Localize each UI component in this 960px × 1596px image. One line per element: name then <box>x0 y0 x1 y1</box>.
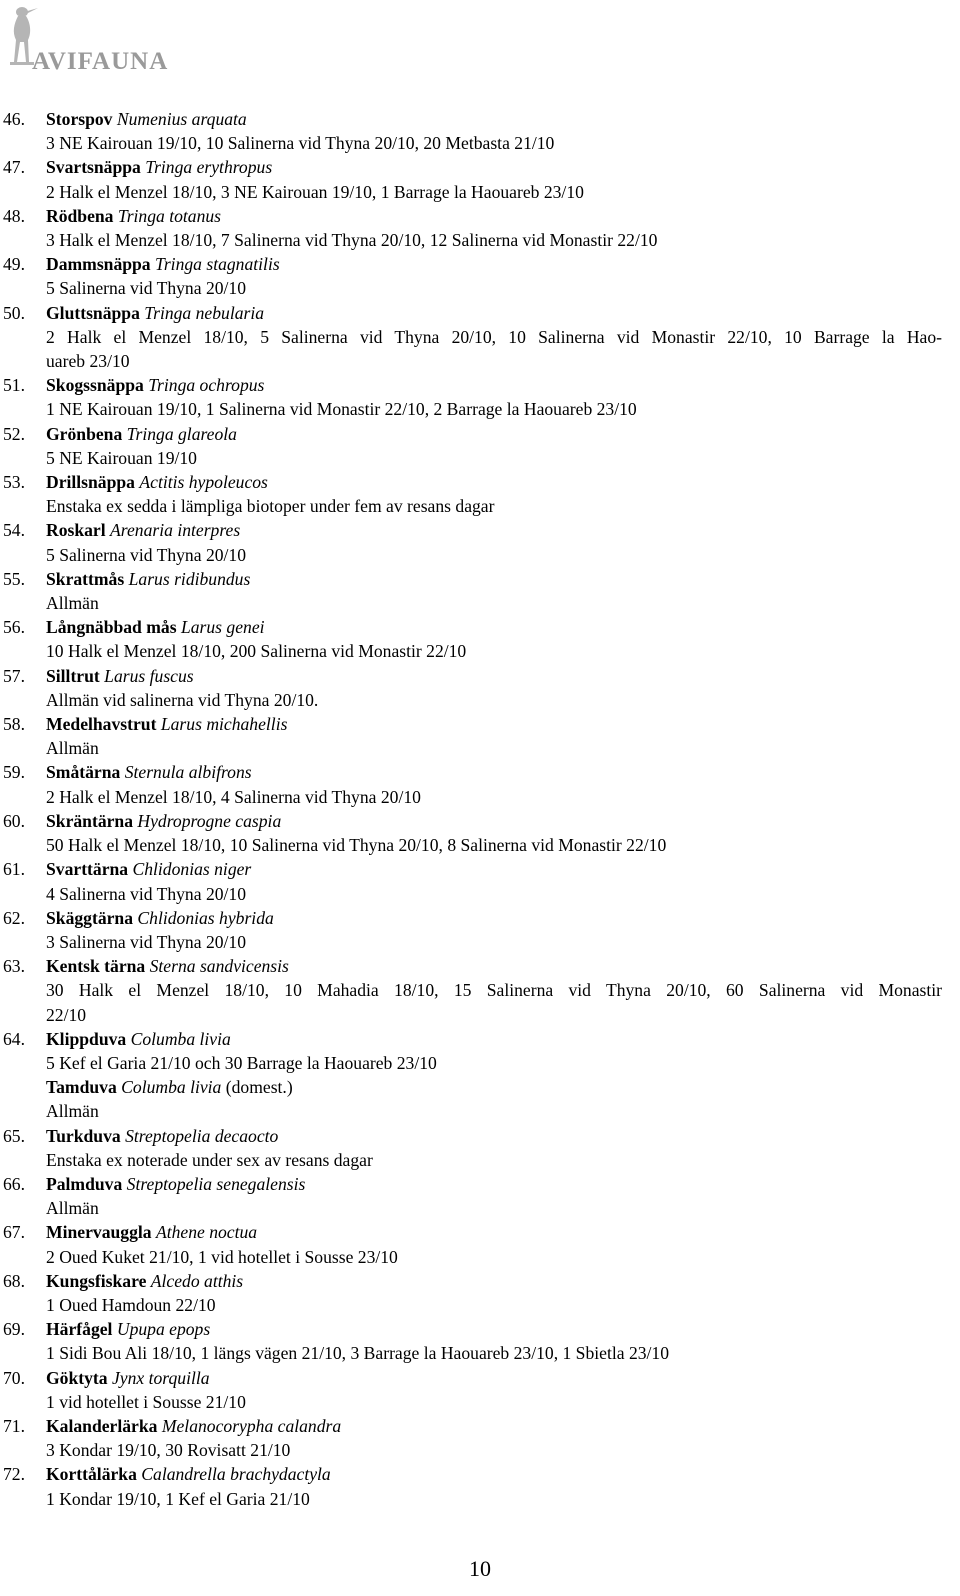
species-swedish-name: Turkduva <box>46 1125 121 1146</box>
species-number: 50. <box>3 302 25 323</box>
species-number: 51. <box>3 375 25 396</box>
species-number: 59. <box>3 762 25 783</box>
species-number: 72. <box>3 1464 25 1485</box>
species-entry <box>0 422 960 470</box>
species-swedish-name: Svartsnäppa <box>46 157 141 178</box>
species-latin-name: Arenaria interpres <box>110 520 241 541</box>
species-number: 47. <box>3 157 25 178</box>
species-observations <box>46 978 942 1026</box>
species-entry <box>0 809 960 857</box>
species-swedish-name: Kalanderlärka <box>46 1415 158 1436</box>
species-number: 58. <box>3 714 25 735</box>
subspecies-observations: Allmän <box>46 1101 99 1122</box>
species-entry <box>0 857 960 905</box>
species-number: 54. <box>3 520 25 541</box>
species-swedish-name: Härfågel <box>46 1319 113 1340</box>
species-number: 49. <box>3 254 25 275</box>
species-number: 69. <box>3 1319 25 1340</box>
species-entry <box>0 107 960 155</box>
species-swedish-name: Skäggtärna <box>46 907 134 928</box>
subspecies-latin-name: Columba livia <box>121 1077 222 1098</box>
species-latin-name: Streptopelia decaocto <box>125 1125 279 1146</box>
species-observations: 1 vid hotellet i Sousse 21/10 <box>46 1391 246 1412</box>
species-number: 57. <box>3 665 25 686</box>
species-observations: 3 Kondar 19/10, 30 Rovisatt 21/10 <box>46 1440 291 1461</box>
species-observations: 1 Kondar 19/10, 1 Kef el Garia 21/10 <box>46 1488 310 1509</box>
species-entry <box>0 1317 960 1365</box>
species-number: 67. <box>3 1222 25 1243</box>
species-latin-name: Chlidonias hybrida <box>137 907 274 928</box>
species-swedish-name: Svarttärna <box>46 859 129 880</box>
subspecies-heading <box>46 1075 942 1099</box>
species-observations: 2 Halk el Menzel 18/10, 3 NE Kairouan 19/10, 1 Barrage la Haouareb 23/10 <box>46 181 584 202</box>
species-latin-name: Upupa epops <box>116 1319 211 1340</box>
species-swedish-name: Kungsfiskare <box>46 1270 147 1291</box>
species-latin-name: Numenius arquata <box>116 109 247 129</box>
species-entry <box>0 518 960 566</box>
species-latin-name: Streptopelia senegalensis <box>126 1173 306 1194</box>
species-entry <box>0 373 960 421</box>
species-entry <box>0 1462 960 1510</box>
species-latin-name: Tringa ochropus <box>148 375 265 396</box>
species-swedish-name: Klippduva <box>46 1028 127 1049</box>
species-latin-name: Larus fuscus <box>104 665 194 686</box>
species-number: 64. <box>3 1028 25 1049</box>
page-number: 10 <box>469 1556 491 1581</box>
species-number: 63. <box>3 956 25 977</box>
species-latin-name: Tringa erythropus <box>145 157 273 178</box>
observations-line: uareb 23/10 <box>46 351 130 372</box>
species-number: 62. <box>3 907 25 928</box>
species-swedish-name: Kentsk tärna <box>46 956 146 977</box>
species-entry <box>0 906 960 954</box>
species-latin-name: Tringa stagnatilis <box>155 254 280 275</box>
species-number: 66. <box>3 1173 25 1194</box>
species-entry <box>0 664 960 712</box>
species-swedish-name: Silltrut <box>46 665 100 686</box>
species-latin-name: Larus ridibundus <box>128 568 251 589</box>
species-latin-name: Tringa totanus <box>117 205 222 226</box>
species-swedish-name: Dammsnäppa <box>46 254 151 275</box>
species-swedish-name: Rödbena <box>46 205 114 226</box>
species-entry <box>0 760 960 808</box>
species-swedish-name: Småtärna <box>46 762 121 783</box>
species-entry <box>0 1414 960 1462</box>
species-observations: 3 Halk el Menzel 18/10, 7 Salinerna vid Thyna 20/10, 12 Salinerna vid Monastir 22/10 <box>46 230 658 251</box>
species-observations: 5 Kef el Garia 21/10 och 30 Barrage la Haouareb 23/10 <box>46 1052 437 1073</box>
species-entry <box>0 1124 960 1172</box>
species-latin-name: Larus genei <box>180 617 265 638</box>
species-number: 56. <box>3 617 25 638</box>
species-entry <box>0 1027 960 1124</box>
species-entry <box>0 954 960 1027</box>
species-swedish-name: Grönbena <box>46 423 123 444</box>
species-entry <box>0 252 960 300</box>
species-observations: 5 NE Kairouan 19/10 <box>46 447 197 468</box>
species-observations: Allmän <box>46 738 99 759</box>
species-observations: 5 Salinerna vid Thyna 20/10 <box>46 544 247 565</box>
species-number: 48. <box>3 205 25 226</box>
species-latin-name: Tringa nebularia <box>144 302 265 323</box>
species-latin-name: Sterna sandvicensis <box>149 956 289 977</box>
species-entry <box>0 615 960 663</box>
species-swedish-name: Skrattmås <box>46 568 125 589</box>
species-latin-name: Tringa glareola <box>126 423 237 444</box>
species-latin-name: Alcedo atthis <box>150 1270 244 1291</box>
species-swedish-name: Medelhavstrut <box>46 714 157 735</box>
species-number: 68. <box>3 1270 25 1291</box>
species-latin-name: Sternula albifrons <box>124 762 252 783</box>
species-entry <box>0 1220 960 1268</box>
species-entry <box>0 1269 960 1317</box>
species-entry <box>0 470 960 518</box>
species-swedish-name: Minervauggla <box>46 1222 152 1243</box>
species-latin-name: Jynx torquilla <box>111 1367 210 1388</box>
species-swedish-name: Skogssnäppa <box>46 375 144 396</box>
logo-text: AVIFAUNA <box>32 48 169 75</box>
observations-line: 30 Halk el Menzel 18/10, 10 Mahadia 18/10, 15 Salinerna vid Thyna 20/10, 60 Salinerna vid Monastir <box>46 980 942 1001</box>
species-observations: 3 Salinerna vid Thyna 20/10 <box>46 931 247 952</box>
species-latin-name: Columba livia <box>130 1028 231 1049</box>
species-observations: 1 NE Kairouan 19/10, 1 Salinerna vid Monastir 22/10, 2 Barrage la Haouareb 23/10 <box>46 399 637 420</box>
species-swedish-name: Roskarl <box>46 520 106 541</box>
species-swedish-name: Drillsnäppa <box>46 472 135 493</box>
species-observations <box>46 325 942 373</box>
species-observations: Enstaka ex sedda i lämpliga biotoper under fem av resans dagar <box>46 496 495 517</box>
species-swedish-name: Långnäbbad mås <box>46 617 177 638</box>
species-latin-name: Larus michahellis <box>160 714 288 735</box>
species-swedish-name: Göktyta <box>46 1367 108 1388</box>
species-entry <box>0 712 960 760</box>
species-number: 71. <box>3 1415 25 1436</box>
species-latin-name: Athene noctua <box>155 1222 258 1243</box>
species-entry <box>0 1366 960 1414</box>
species-observations: 50 Halk el Menzel 18/10, 10 Salinerna vid Thyna 20/10, 8 Salinerna vid Monastir 22/10 <box>46 835 667 856</box>
species-observations: 4 Salinerna vid Thyna 20/10 <box>46 883 247 904</box>
species-observations: 5 Salinerna vid Thyna 20/10 <box>46 278 247 299</box>
species-entry <box>0 567 960 615</box>
species-entry <box>0 1172 960 1220</box>
species-number: 46. <box>3 109 25 129</box>
subspecies-swedish-name: Tamduva <box>46 1077 117 1098</box>
species-observations: 10 Halk el Menzel 18/10, 200 Salinerna vid Monastir 22/10 <box>46 641 467 662</box>
species-observations: 1 Sidi Bou Ali 18/10, 1 längs vägen 21/10, 3 Barrage la Haouareb 23/10, 1 Sbietla 23/10 <box>46 1343 670 1364</box>
subspecies-note: (domest.) <box>221 1077 293 1098</box>
species-entry <box>0 301 960 374</box>
avifauna-logo <box>4 2 174 78</box>
species-entry <box>0 155 960 203</box>
species-swedish-name: Storspov <box>46 109 113 129</box>
species-swedish-name: Korttålärka <box>46 1464 137 1485</box>
species-number: 55. <box>3 568 25 589</box>
species-number: 53. <box>3 472 25 493</box>
species-list <box>0 107 960 1511</box>
species-swedish-name: Gluttsnäppa <box>46 302 140 323</box>
species-observations: 1 Oued Hamdoun 22/10 <box>46 1294 216 1315</box>
species-number: 61. <box>3 859 25 880</box>
species-latin-name: Hydroprogne caspia <box>137 810 282 831</box>
species-latin-name: Actitis hypoleucos <box>139 472 268 493</box>
species-latin-name: Melanocorypha calandra <box>161 1415 342 1436</box>
observations-line: 2 Halk el Menzel 18/10, 5 Salinerna vid Thyna 20/10, 10 Salinerna vid Monastir 22/10, 10 Barrage la Hao- <box>46 326 942 347</box>
species-observations: Allmän <box>46 593 99 614</box>
observations-line: 22/10 <box>46 1004 87 1025</box>
species-observations: Enstaka ex noterade under sex av resans dagar <box>46 1149 373 1170</box>
species-latin-name: Chlidonias niger <box>132 859 252 880</box>
species-observations: Allmän vid salinerna vid Thyna 20/10. <box>46 689 319 710</box>
species-observations: 3 NE Kairouan 19/10, 10 Salinerna vid Thyna 20/10, 20 Metbasta 21/10 <box>46 133 555 154</box>
species-number: 60. <box>3 810 25 831</box>
species-observations: 2 Halk el Menzel 18/10, 4 Salinerna vid Thyna 20/10 <box>46 786 421 807</box>
species-swedish-name: Skräntärna <box>46 810 134 831</box>
species-number: 65. <box>3 1125 25 1146</box>
species-observations: 2 Oued Kuket 21/10, 1 vid hotellet i Sousse 23/10 <box>46 1246 398 1267</box>
species-swedish-name: Palmduva <box>46 1173 123 1194</box>
species-entry <box>0 204 960 252</box>
species-number: 70. <box>3 1367 25 1388</box>
species-latin-name: Calandrella brachydactyla <box>141 1464 331 1485</box>
species-number: 52. <box>3 423 25 444</box>
species-observations: Allmän <box>46 1198 99 1219</box>
